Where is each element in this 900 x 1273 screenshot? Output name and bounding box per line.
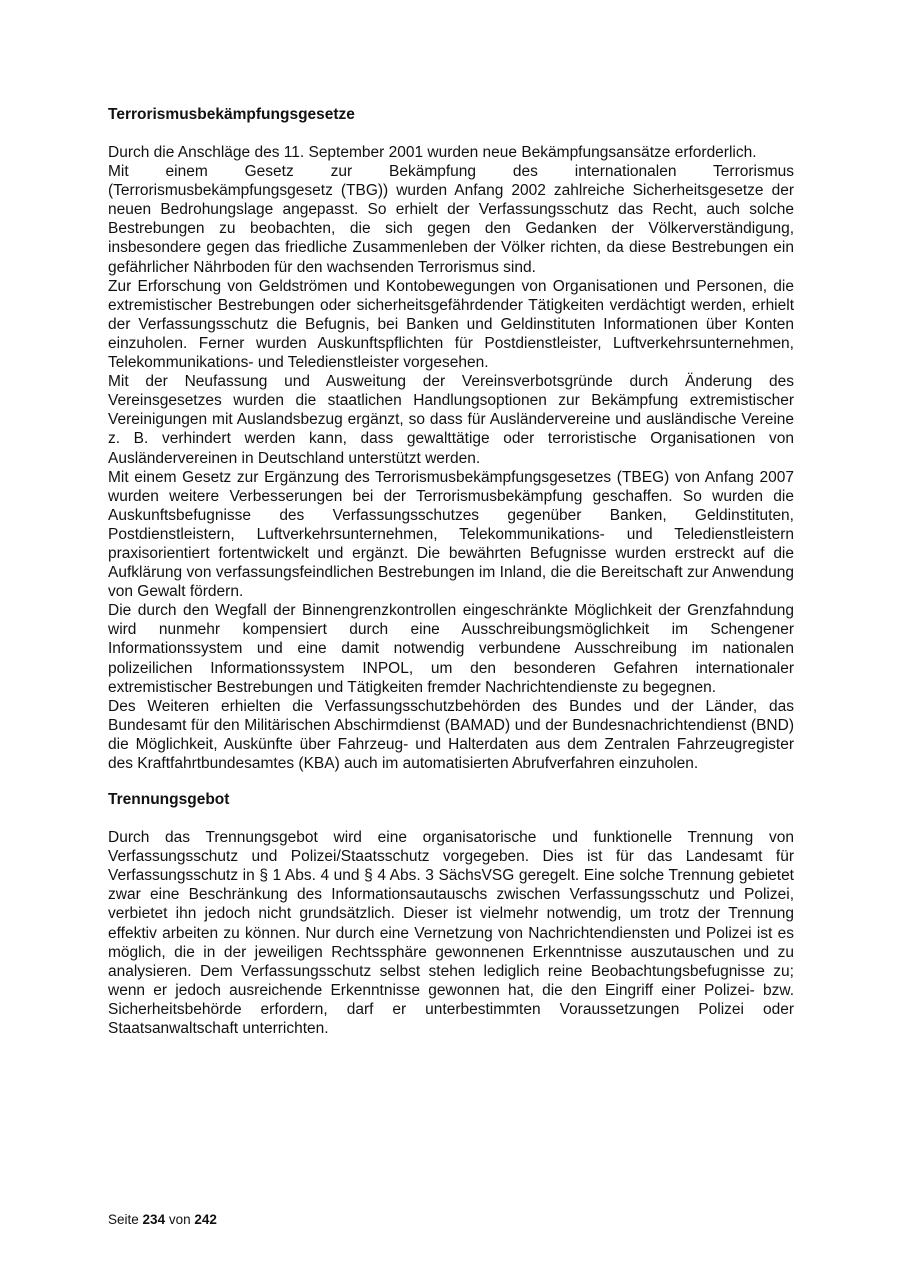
footer-page-number: 234 bbox=[142, 1212, 166, 1227]
footer-middle: von bbox=[168, 1212, 191, 1227]
section-heading: Terrorismusbekämpfungsgesetze bbox=[108, 106, 355, 123]
section-terrorismusbekaempfungsgesetze bbox=[108, 104, 794, 773]
paragraph: Mit der Neufassung und Ausweitung der Vereinsverbotsgründe durch Änderung des Vereinsgesetzes wurden die staatlichen Handlungsoptionen zur Bekämpfung extremistischer Vereinigungen mit Auslandsbezug ergänzt, so dass für Ausländervereine und ausländische Vereine z. B. verhindert werden kann, dass gewalttätige oder terroristische Organisationen von Ausländervereinen in Deutschland unterstützt werden. bbox=[108, 373, 794, 467]
page-footer bbox=[108, 1211, 217, 1229]
paragraph: Zur Erforschung von Geldströmen und Kontobewegungen von Organisationen und Personen, die extremistischer Bestrebungen oder sicherheitsgefährdender Tätigkeiten verdächtigt werden, erhielt der Verfassungsschutz die Befugnis, bei Banken und Geldinstituten Informationen über Konten einzuholen. Ferner wurden Auskunftspflichten für Postdienstleister, Luftverkehrsunternehmen, Telekommunikations- und Teledienstleister vorgesehen. bbox=[108, 277, 794, 372]
paragraph: Durch das Trennungsgebot wird eine organisatorische und funktionelle Trennung von Verfassungsschutz und Polizei/Staatsschutz vorgegeben. Dies ist für das Landesamt für Verfassungsschutz in § 1 Abs. 4 und § 4 Abs. 3 SächsVSG geregelt. Eine solche Trennung gebietet zwar eine Beschränkung des Informationsautauschs zwischen Verfassungsschutz und Polizei, verbietet ihn jedoch nicht grundsätzlich. Dieser ist vielmehr notwendig, um trotz der Trennung effektiv arbeiten zu können. Nur durch eine Vernetzung von Nachrichtendiensten und Polizei ist es möglich, die in der jeweiligen Rechtssphäre gewonnenen Erkenntnisse auszutauschen und zu analysieren. Dem Verfassungsschutz selbst stehen lediglich reine Beobachtungsbefugnisse zu; wenn er jedoch ausreichende Erkenntnisse gewonnen hat, die den Eingriff einer Polizei- bzw. Sicherheitsbehörde erfordern, darf er unterbestimmten Voraussetzungen Polizei oder Staatsanwaltschaft unterrichten. bbox=[108, 829, 794, 1038]
paragraph: Die durch den Wegfall der Binnengrenzkontrollen eingeschränkte Möglichkeit der Grenzfahndung wird nunmehr kompensiert durch eine Ausschreibungsmöglichkeit im Schengener Informationssystem und eine damit notwendig verbundene Ausschreibung im nationalen polizeilichen Informationssystem INPOL, um den besonderen Gefahren internationaler extremistischer Bestrebungen und Tätigkeiten fremder Nachrichtendienste zu begegnen. bbox=[108, 602, 794, 696]
section-spacer bbox=[108, 773, 794, 789]
paragraph: Durch die Anschläge des 11. September 2001 wurden neue Bekämpfungsansätze erforderlich. bbox=[108, 144, 757, 161]
section-trennungsgebot bbox=[108, 789, 794, 1038]
document-page bbox=[108, 104, 794, 1038]
footer-prefix: Seite bbox=[108, 1212, 139, 1227]
paragraph: Mit einem Gesetz zur Bekämpfung des internationalen Terrorismus (Terrorismusbekämpfungsgesetz (TBG)) wurden Anfang 2002 zahlreiche Sicherheitsgesetze der neuen Bedrohungslage angepasst. So erhielt der Verfassungsschutz das Recht, auch solche Bestrebungen zu beobachten, die sich gegen den Gedanken der Völkerverständigung, insbesondere gegen das friedliche Zusammenleben der Völker richten, da diese Bestrebungen ein gefährlicher Nährboden für den wachsenden Terrorismus sind. bbox=[108, 163, 794, 276]
paragraph: Des Weiteren erhielten die Verfassungsschutzbehörden des Bundes und der Länder, das Bundesamt für den Militärischen Abschirmdienst (BAMAD) und der Bundesnachrichtendienst (BND) die Möglichkeit, Auskünfte über Fahrzeug- und Halterdaten aus dem Zentralen Fahrzeugregister des Kraftfahrtbundesamtes (KBA) auch im automatisierten Abrufverfahren einzuholen. bbox=[108, 697, 794, 772]
section-heading: Trennungsgebot bbox=[108, 791, 230, 809]
footer-total-pages: 242 bbox=[194, 1212, 217, 1227]
paragraph: Mit einem Gesetz zur Ergänzung des Terrorismusbekämpfungsgesetzes (TBEG) von Anfang 2007 wurden weitere Verbesserungen bei der Terrorismusbekämpfung geschaffen. So wurden die Auskunftsbefugnisse des Verfassungsschutzes gegenüber Banken, Geldinstituten, Postdienstleistern, Luftverkehrsunternehmen, Telekommunikations- und Teledienstleistern praxisorientiert fortentwickelt und ergänzt. Die bewährten Befugnisse wurden erstreckt auf die Aufklärung von verfassungsfeindlichen Bestrebungen im Inland, die die Bereitschaft zur Anwendung von Gewalt fördern. bbox=[108, 468, 794, 601]
